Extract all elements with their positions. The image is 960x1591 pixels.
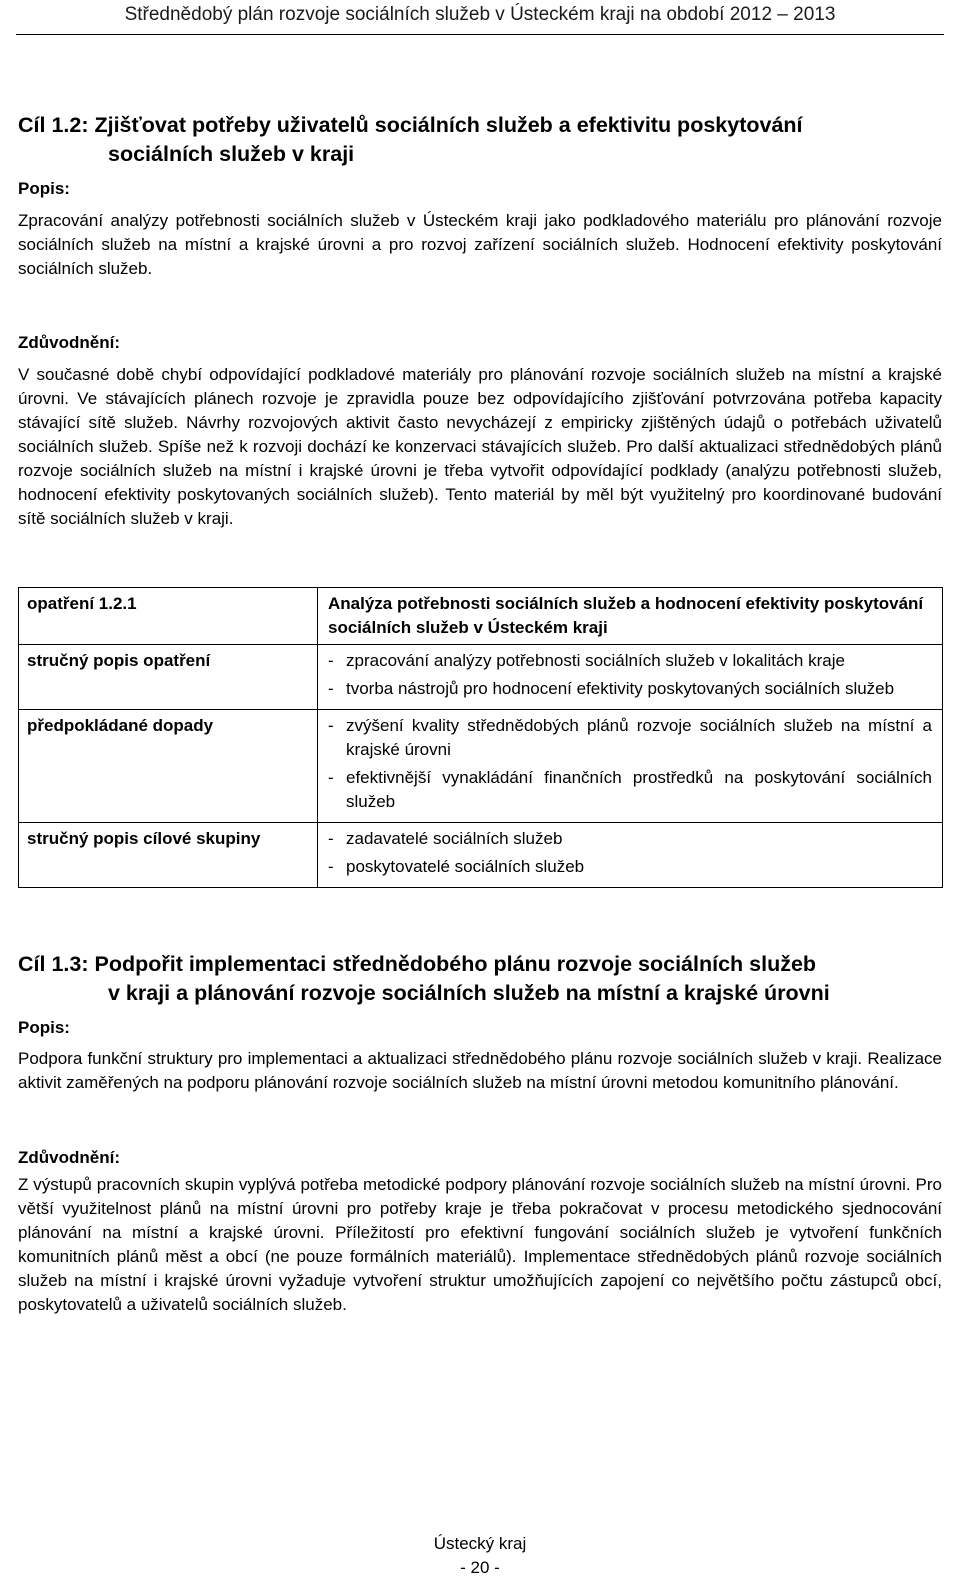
page-footer xyxy=(0,1532,960,1580)
page-number: - 20 - xyxy=(460,1558,500,1577)
goal-1-2-zduvodneni-text: V současné době chybí odpovídající podkladové materiály pro plánování rozvoje sociálních služeb na místní a krajské úrovni. Ve stávajících plánech rozvoje je zpravidla pouze bez odpovídajícího zjišťování potvrzována potřeba kapacity stávající sítě služeb. Návrhy rozvojových aktivit často nevycházejí z empiricky zjištěných údajů o potřebách uživatelů sociálních služeb. Spíše než k rozvoji dochází ke konzervaci stávajících služeb. Pro další aktualizaci střednědobých plánů rozvoje sociálních služeb na místní i krajské úrovni je třeba vytvořit odpovídající podklady (analýzu potřebnosti služeb, hodnocení efektivity poskytovaných sociálních služeb). Tento materiál by měl být využitelný pro koordinované budování sítě sociálních služeb v kraji. xyxy=(18,365,942,528)
target-group-list xyxy=(328,827,932,879)
list-item: - zvýšení kvality střednědobých plánů rozvoje sociálních služeb na místní a krajské úrovni xyxy=(328,714,932,762)
goal-1-3-number: Cíl 1.3: xyxy=(18,952,89,976)
measure-title: Analýza potřebnosti sociálních služeb a hodnocení efektivity poskytování sociálních služeb v Ústeckém kraji xyxy=(318,588,943,645)
table-row xyxy=(19,710,943,823)
goal-1-2-popis-label: Popis: xyxy=(18,179,70,198)
target-group-label: stručný popis cílové skupiny xyxy=(19,823,318,888)
expected-impacts-list xyxy=(328,714,932,814)
goal-1-3-popis-label: Popis: xyxy=(18,1018,70,1037)
goal-1-3-popis-text: Podpora funkční struktury pro implementaci a aktualizaci střednědobého plánu rozvoje sociálních služeb v kraji. Realizace aktivit zaměřených na podporu plánování rozvoje sociálních služeb na místní úrovni metodou komunitního plánování. xyxy=(18,1049,942,1092)
table-row xyxy=(19,588,943,645)
list-item: - efektivnější vynakládání finančních prostředků na poskytování sociálních služeb xyxy=(328,766,932,814)
measure-label: opatření 1.2.1 xyxy=(19,588,318,645)
list-item: - tvorba nástrojů pro hodnocení efektivity poskytovaných sociálních služeb xyxy=(328,677,932,701)
measure-description-cell xyxy=(318,645,943,710)
target-group-cell xyxy=(318,823,943,888)
goal-1-2-title xyxy=(18,111,948,169)
table-row xyxy=(19,645,943,710)
goal-1-2-title-line2: sociálních služeb v kraji xyxy=(108,142,355,166)
goal-1-2-title-line1: Cíl 1.2: Zjišťovat potřeby uživatelů sociálních služeb a efektivitu poskytování xyxy=(18,113,803,137)
running-header: Střednědobý plán rozvoje sociálních služeb v Ústeckém kraji na období 2012 – 2013 xyxy=(16,4,944,35)
list-item: - zadavatelé sociálních služeb xyxy=(328,827,932,851)
table-row xyxy=(19,823,943,888)
list-item: - poskytovatelé sociálních služeb xyxy=(328,855,932,879)
expected-impacts-label: předpokládané dopady xyxy=(19,710,318,823)
goal-1-3-zduvodneni-text: Z výstupů pracovních skupin vyplývá potřeba metodické podpory plánování rozvoje sociálních služeb na místní úrovni. Pro větší využitelnost plánů na místní úrovni pro potřeby kraje je třeba pokračovat v procesu metodického sjednocování plánování na místní a krajské úrovni. Příležitostí pro efektivní fungování sociálních služeb je vytvoření funkčních komunitních plánů měst a obcí (ne pouze formálních materiálů). Implementace střednědobých plánů rozvoje sociálních služeb na místní i krajské úrovni vyžaduje vytvoření struktur umožňujících zapojení co největšího počtu zástupců obcí, poskytovatelů a uživatelů sociálních služeb. xyxy=(18,1175,942,1314)
list-item: - zpracování analýzy potřebnosti sociálních služeb v lokalitách kraje xyxy=(328,649,932,673)
goal-1-3-title-line1-row xyxy=(18,950,948,979)
goal-1-3-title xyxy=(18,950,948,1008)
expected-impacts-cell xyxy=(318,710,943,823)
goal-1-2-zduvodneni-label: Zdůvodnění: xyxy=(18,333,120,352)
footer-publisher: Ústecký kraj xyxy=(433,1534,527,1553)
goal-1-3-title-line1: Podpořit implementaci střednědobého plánu rozvoje sociálních služeb xyxy=(94,952,817,976)
goal-1-3-title-line2: v kraji a plánování rozvoje sociálních služeb na místní a krajské úrovni xyxy=(108,981,830,1005)
measure-description-label: stručný popis opatření xyxy=(19,645,318,710)
measure-description-list xyxy=(328,649,932,701)
goal-1-3-zduvodneni-label: Zdůvodnění: xyxy=(18,1148,120,1167)
measure-table xyxy=(18,587,943,888)
goal-1-2-popis-text: Zpracování analýzy potřebnosti sociálních služeb v Ústeckém kraji jako podkladového materiálu pro plánování rozvoje sociálních služeb na místní a krajské úrovni a pro rozvoj zařízení sociálních služeb. Hodnocení efektivity poskytování sociálních služeb. xyxy=(18,211,942,278)
